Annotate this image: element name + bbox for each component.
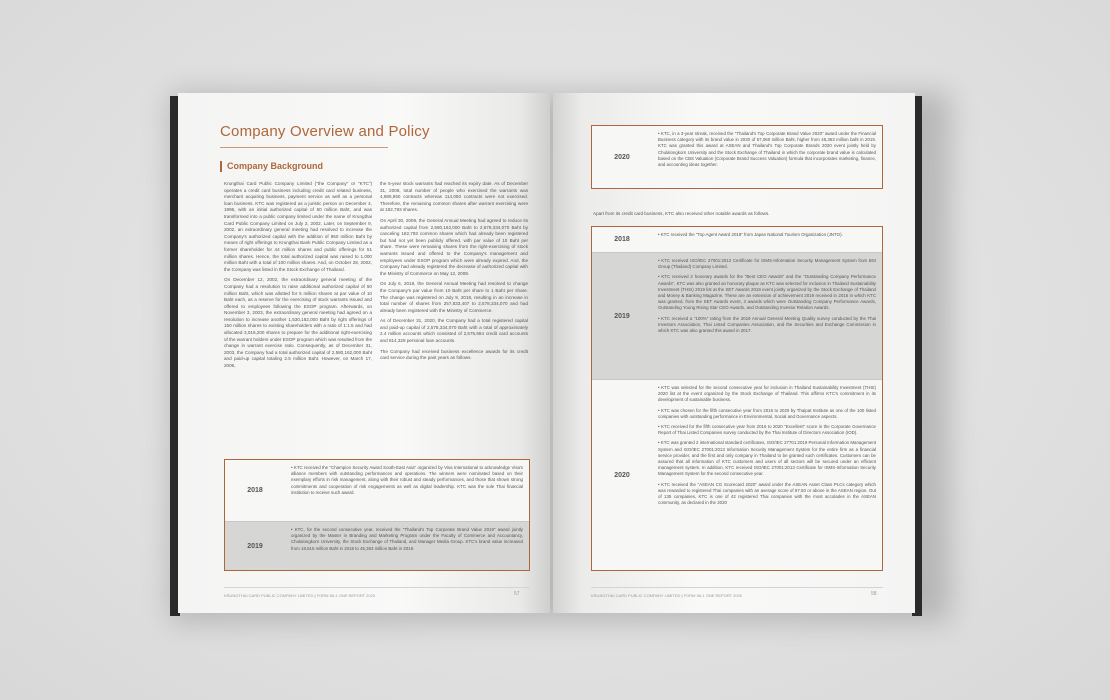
page-footer [224, 593, 375, 598]
text-column-2 [380, 181, 528, 366]
paragraph: Krungthai Card Public Company Limited ("the Company" or "KTC") operates a credit card business including credit card related business, merchant acquiring business, payment service as well as a personal loan business. KTC was registered as a juristic person on December 4, 1996, with an initial authorized capital of 50 million Baht, and was transformed into a public company limited under the name of Krungthai Card Public Company Limited on July 2, 2002. Later, on September 9, 2002, an extraordinary general meeting had resolved to increase the Company's authorized capital with the addition of 950 million Baht by means of right offerings to Krungthai Bank Public Company Limited as a former shareholder for 44 million shares and public offerings for 51 million shares. Hence, the total authorized capital was raised to 1,000 million Baht with a total of 100 million shares. And, on October 28, 2002, the Company was listed in the Stock Exchange of Thailand. [224, 181, 372, 272]
award-description [652, 126, 882, 188]
paragraph: On December 12, 2002, the extraordinary general meeting of the Company had a resolution to raise additional authorized capital of 50 million Baht, which was allotted for 5 million shares at par value of 10 Baht each, as a reserve for the exercising of stock warrants issued and offered to employees following the ESOP program. Afterwards, on November 3, 2003, the extraordinary general meeting had agreed on a resolution to increase another 1,530,162,000 Baht by right offerings of 150 million shares to existing shareholders with a ratio of 1:1.5 and had allocated 3,016,200 shares to prepare for the additional right-exercising of the warrant holders under ESOP program which was resulted from the change in warrant exercise ratio. Consequently, as of December 31, 2003, the Company had a total authorized capital of 2,580,162,000 Baht and paid-up capital totaling 2.5 million Baht. However, on March 17, 2006, [224, 277, 373, 369]
award-text: • KTC received the "Champion Security Award South-East Asia" organized by Visa International to acknowledge Visa's alliance members with outstanding performances and operations. The winners were nominated based on their exemplary efforts in risk management, along with their robust and steady performances, and those that shown strong commitments and cooperation of risk engagements as well as digital leadership. KTC was the sole Thai financial institution to receive such award. [291, 465, 523, 495]
award-description [285, 522, 529, 570]
award-text: • KTC received the "ASEAN CG Scorecard 2020" award under the ASEAN Asset Class PLCs category which was rewarded to registered Thai companies with an average score of 97.50 or above in the ASEAN region. Out of 135 companies, KTC is one of 42 registered Thai companies with the most accolades in the ASEAN community, as declared in the 2020 [658, 481, 876, 506]
footer-report: FORM 56-1 ONE REPORT 2020 [316, 593, 376, 598]
award-text: • KTC received the "Top Agent Award 2018" from Japan National Tourism Organization (JNTO). [658, 232, 843, 237]
footer-rule [591, 587, 883, 588]
award-description [652, 227, 882, 252]
footer-company: KRUNGTHAI CARD PUBLIC COMPANY LIMITED [591, 593, 681, 598]
award-text: • KTC received 2 honorary awards for the "Best CEO Awards" and the "Outstanding Company Performance Awards". KTC was also granted an honorary plaque as KTC was selected for inclusion in Thailand Sustainability Investment (THSI) 2019 list at the SET Awards 2019 event jointly organized by the Stock Exchange of Thailand and Money & Banking Magazine. These are an extension of achievement 2019 received in 2016 in which KTC was granted, from the SET Awards event, 3 awards which were Outstanding Company Performance Awards, Outstanding Young Rising Star CEO Awards, and Outstanding Investor Relation Awards. [658, 274, 876, 311]
award-row [592, 126, 882, 188]
awards-table-top [591, 125, 883, 189]
page-number: 58 [871, 591, 877, 597]
intro-text: Apart from its credit card business, KTC also received other notable awards as follows. [593, 211, 770, 216]
award-year: 2020 [614, 471, 630, 479]
paragraph: The Company had received business excellence awards for its credit card service during the past years as follows. [380, 348, 528, 361]
awards-table-other [591, 226, 883, 571]
right-page [553, 93, 915, 613]
paragraph: As of December 31, 2020, the Company had a total registered capital and paid-up capital of 2,578,334,070 Baht with a total of approximately 2.4 million accounts which consisted of 2,575,684 credit card accounts and 814,329 personal loan accounts. [380, 318, 528, 344]
text-column-1 [224, 181, 372, 374]
paragraph: On April 30, 2009, the General Annual Meeting had agreed to reduce its authorized capital from 2,580,162,000 Baht to 2,578,334,070 Baht by canceling 182,793 common shares which had already been registered but had not yet been publicly offered, with par value of 10 Baht per share. These were remaining shares from the right-exercising of stock warrants issued and offered to the Company's management and employees under ESOP program which were already expired. And, the Company had already registered the decrease of authorized capital with the Ministry of Commerce on May 12, 2009. [380, 217, 528, 276]
footer-separator: | [314, 593, 316, 598]
award-row [225, 522, 529, 570]
footer-separator: | [681, 593, 683, 598]
page-heading: Company Overview and Policy [220, 123, 430, 140]
award-text: • KTC was chosen for the fifth consecutive year from 2016 to 2020 by Thaipat Institute as one of the 100 listed companies with outstanding performance in Environmental, Social and Governance aspects. [658, 407, 876, 419]
heading-rule [220, 147, 388, 148]
award-text: • KTC received ISO/IEC 27001:2013 Certificate for ISMS-Information Security Management System from BSI Group (Thailand) Company Limited. [658, 258, 876, 270]
award-text: • KTC was granted 2 international standard certificates, ISO/IEC 27701:2019 Personal Information Management System and ISO/IEC 27001:2013 Information Security Management System for the entire firm as a financial service provider, and the first and only company in Thailand to be granted such certificates. Customers can be assured that all information of KTC customers and users of all sectors will be secured under an efficient management system. In addition, KTC received ISO/IEC 27001:2013 Certificate for ISMS-Information Security Management System for the second consecutive year. [658, 440, 876, 477]
award-description [652, 253, 882, 379]
award-row [592, 253, 882, 380]
paragraph: the 5-year stock warrants had reached its expiry date. As of December 31, 2008, total number of people who exercised the warrants was 4,885,950 contracts whereas 114,050 contracts were not exercised. Therefore, the remaining common shares after warrant exercising were at 182,793 shares. [380, 181, 528, 213]
award-row [592, 380, 882, 570]
award-year: 2018 [247, 487, 263, 494]
page-footer [591, 593, 742, 598]
award-description [652, 380, 882, 570]
award-year: 2019 [247, 542, 263, 550]
award-text: • KTC received a "100%" rating from the 2019 Annual General Meeting Quality survey conducted by the Thai Investors Association, Thai Listed Companies Association, and the Securities and Exchange Commission in which KTC was also granted this award in 2017. [658, 315, 876, 334]
paragraph: On July 6, 2018, the General Annual Meeting had resolved to change the Company's par value from 10 Baht per share to 1 Baht per share. The change was registered on July 9, 2018, resulting in an increase in total number of shares from 257,833,407 to 2,578,334,070 and had already been registered with the Ministry of Commerce. [380, 281, 528, 313]
award-row [592, 227, 882, 253]
award-description [285, 460, 529, 521]
awards-table-left [224, 459, 530, 571]
award-text: • KTC was selected for the second consecutive year for inclusion in Thailand Sustainability Investment (THSI) 2020 list at the event organized by the Stock Exchange of Thailand. This affirms KTC's commitment in its development of sustainable business. [658, 385, 876, 403]
award-text: • KTC, for the second consecutive year, received the "Thailand's Top Corporate Brand Value 2019" award jointly organized by the Master in Branding and Marketing Program under the Faculty of Commerce and Accountancy, Chulalongkorn University, the Stock Exchange of Thailand, and Manager Media Group. KTC's brand value increased from 18,615 million Baht in 2018 to 45,363 million Baht in 2019. [291, 527, 523, 551]
award-text: • KTC, in a 3-year streak, received the "Thailand's Top Corporate Brand Value 2020" award under the Financial Business category with its brand value in 2020 of 57,060 million Baht, higher from 45,363 million baht in 2019. KTC was granted this award at ASEAN and Thailand's Top Corporate Brands 2020 event jointly held by Chulalongkorn University and the Stock Exchange of Thailand in which the corporate brand value is calculated based on the CBS Valuation (Corporate Brand Success Valuation) formula that incorporates marketing, finance, and accounting ideas together. [658, 131, 876, 168]
footer-report: FORM 56-1 ONE REPORT 2020 [683, 593, 743, 598]
award-year: 2019 [614, 312, 630, 320]
award-text: • KTC received for the fifth consecutive year from 2016 to 2020 "Excellent" score in the Corporate Governance Report of Thai Listed Companies survey conducted by the Thai Institute of Directors Association (IOD). [658, 424, 876, 436]
left-page [178, 93, 550, 613]
footer-rule [224, 587, 530, 588]
award-year: 2018 [614, 236, 630, 243]
section-subheading: Company Background [220, 161, 323, 172]
award-row [225, 460, 529, 522]
footer-company: KRUNGTHAI CARD PUBLIC COMPANY LIMITED [224, 593, 314, 598]
page-number: 57 [514, 591, 520, 597]
award-year: 2020 [614, 153, 630, 161]
